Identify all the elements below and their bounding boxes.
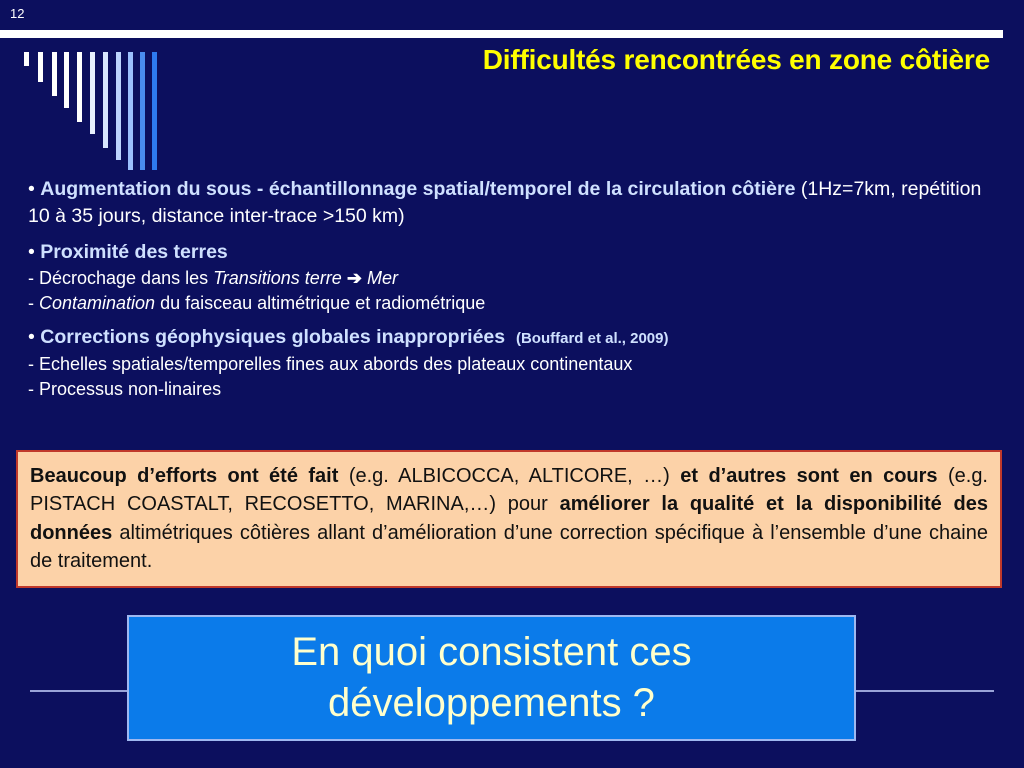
bullet-content <box>28 176 1003 402</box>
callout-text-1: (e.g. ALBICOCCA, ALTICORE, …) <box>338 465 681 487</box>
bullet-glyph: • <box>28 326 35 349</box>
arrow-icon: ➔ <box>346 267 362 288</box>
bullet-1-detail: (1Hz=7km, repétition 10 à 35 jours, distance inter-trace >150 km) <box>28 178 982 228</box>
divider-right <box>852 690 994 692</box>
slide-number: 12 <box>10 6 25 21</box>
question-line-2: développements ? <box>328 681 655 725</box>
bullet-3-reference: (Bouffard et al., 2009) <box>515 330 669 348</box>
line-prefix: - Décrochage dans les <box>28 267 214 288</box>
decorative-stripes <box>0 0 180 180</box>
bullet-2-line-2 <box>28 291 1003 316</box>
bullet-1 <box>28 176 1003 231</box>
callout-bold-3: améliorer la qualité et la disponibilité des données <box>30 493 988 544</box>
line-rest: du faisceau altimétrique et radiométrique <box>155 293 486 314</box>
callout-text-3: altimétriques côtières allant d’amélioration d’une correction spécifique à l’ensemble d’une chaine de traitement. <box>30 521 988 573</box>
slide-title: Difficultés rencontrées en zone côtière <box>482 44 990 75</box>
bullet-glyph: • <box>28 178 35 200</box>
line-italic-b: Mer <box>366 267 398 288</box>
line-italic-a: Transitions terre <box>213 267 342 288</box>
question-line-1: En quoi consistent ces <box>291 629 692 674</box>
question-box <box>127 615 856 741</box>
bullet-3-line-1: - Echelles spatiales/temporelles fines aux abords des plateaux continentaux <box>28 353 633 374</box>
callout-bold-2: et d’autres sont en cours <box>680 465 938 487</box>
bullet-1-heading: Augmentation du sous - échantillonnage spatial/temporel de la circulation côtière <box>40 178 796 200</box>
bullet-2-line-1 <box>28 266 1003 291</box>
callout-bold-1: Beaucoup d’efforts ont été fait <box>30 465 339 487</box>
bullet-glyph: • <box>28 240 35 263</box>
callout-box <box>16 450 1002 588</box>
bullet-3-line-2: - Processus non-linaires <box>28 378 222 399</box>
callout-text-2: (e.g. PISTACH COASTALT, RECOSETTO, MARINA,…) pour <box>30 465 988 516</box>
bullet-2 <box>28 239 1003 266</box>
line-italic: Contamination <box>39 293 156 314</box>
line-prefix: - <box>28 293 39 314</box>
bullet-2-heading: Proximité des terres <box>40 240 228 263</box>
bullet-3 <box>28 324 1003 351</box>
top-rule <box>0 30 1003 38</box>
bullet-3-heading: Corrections géophysiques globales inappropriées <box>40 326 506 349</box>
divider-left <box>30 690 128 692</box>
